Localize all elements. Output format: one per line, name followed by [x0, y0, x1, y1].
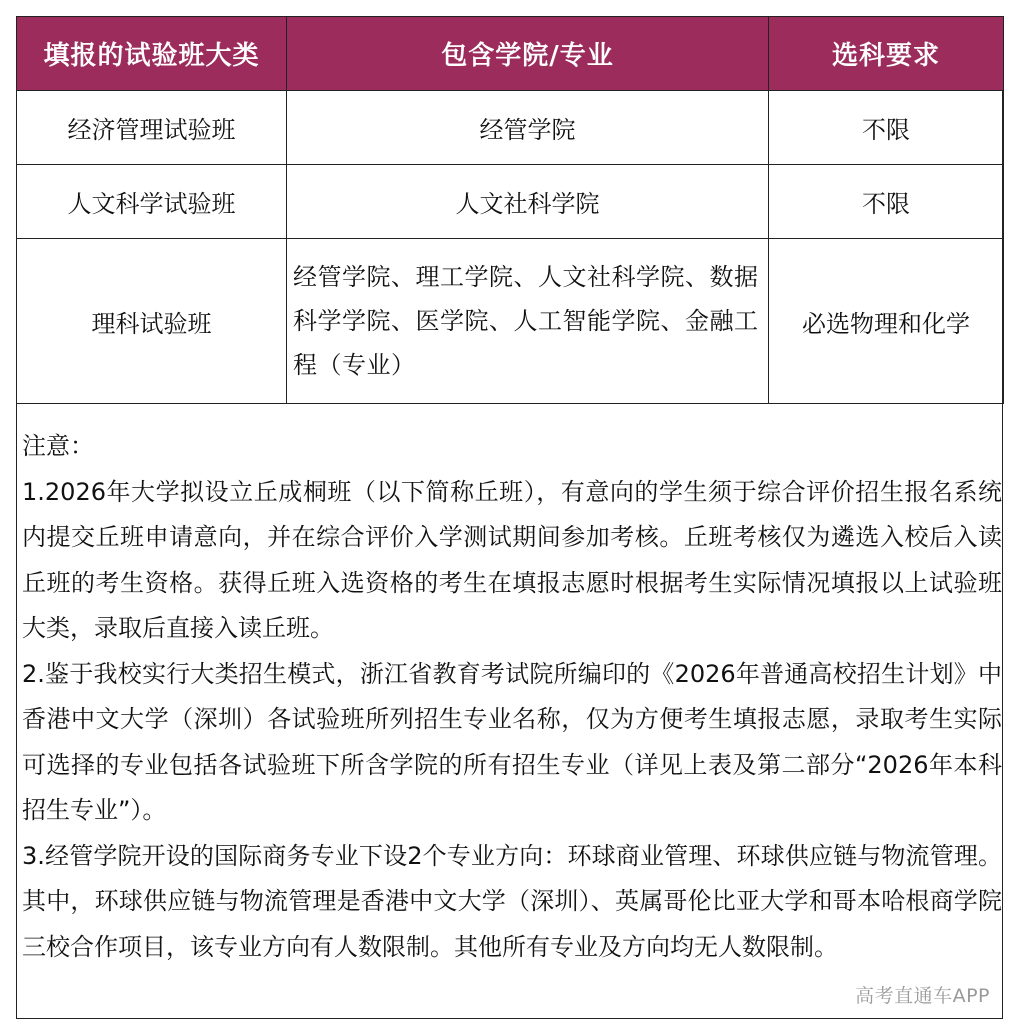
cell-schools: 经管学院、理工学院、人文社科学院、数据科学学院、医学院、人工智能学院、金融工程（专业） [287, 239, 769, 404]
cell-schools: 人文社科学院 [287, 165, 769, 239]
cell-requirement: 必选物理和化学 [769, 239, 1004, 404]
table-row [17, 165, 1004, 239]
cell-category: 人文科学试验班 [17, 165, 287, 239]
header-category: 填报的试验班大类 [17, 17, 287, 91]
header-requirement: 选科要求 [769, 17, 1004, 91]
cell-requirement: 不限 [769, 165, 1004, 239]
cell-category: 理科试验班 [17, 239, 287, 404]
table-row [17, 239, 1004, 404]
table-header-row [17, 17, 1004, 91]
admission-table [16, 16, 1004, 404]
cell-category: 经济管理试验班 [17, 91, 287, 165]
note-item-2: 2.鉴于我校实行大类招生模式，浙江省教育考试院所编印的《2026年普通高校招生计划》中香港中文大学（深圳）各试验班所列招生专业名称，仅为方便考生填报志愿，录取考生实际可选择的专业包括各试验班下所含学院的所有招生专业（详见上表及第二部分“2026年本科招生专业”）。 [22, 659, 1002, 824]
notes-section [22, 424, 1002, 970]
table-row [17, 91, 1004, 165]
header-schools: 包含学院/专业 [287, 17, 769, 91]
note-item-1: 1.2026年大学拟设立丘成桐班（以下简称丘班），有意向的学生须于综合评价招生报名系统内提交丘班申请意向，并在综合评价入学测试期间参加考核。丘班考核仅为遴选入校后入读丘班的考生资格。获得丘班入选资格的考生在填报志愿时根据考生实际情况填报以上试验班大类，录取后直接入读丘班。 [22, 477, 1002, 642]
notes-title: 注意： [22, 432, 94, 460]
cell-requirement: 不限 [769, 91, 1004, 165]
note-item-3: 3.经管学院开设的国际商务专业下设2个专业方向：环球商业管理、环球供应链与物流管理。其中，环球供应链与物流管理是香港中文大学（深圳）、英属哥伦比亚大学和哥本哈根商学院三校合作项目，该专业方向有人数限制。其他所有专业及方向均无人数限制。 [22, 841, 1002, 961]
cell-schools: 经管学院 [287, 91, 769, 165]
watermark: 高考直通车APP [855, 985, 990, 1007]
